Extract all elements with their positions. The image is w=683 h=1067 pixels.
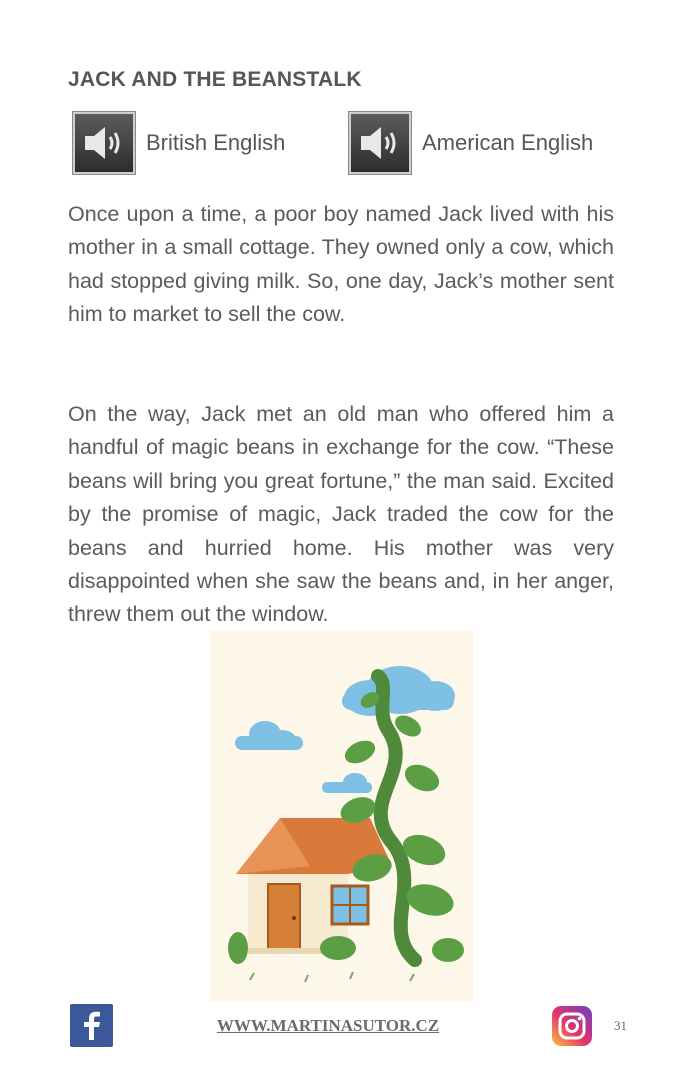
instagram-icon[interactable] [552, 1006, 592, 1046]
british-english-label[interactable]: British English [146, 130, 286, 155]
website-link[interactable]: WWW.MARTINASUTOR.CZ [216, 1016, 440, 1035]
british-english-audio-button[interactable] [72, 110, 285, 176]
story-paragraph-1: Once upon a time, a poor boy named Jack lived with his mother in a small cottage. They owned only a cow, which had stopped giving milk. So, one day, Jack’s mother sent him to market to sell the cow. [68, 202, 614, 327]
speaker-icon[interactable] [348, 111, 412, 175]
story-paragraph-2: On the way, Jack met an old man who offered him a handful of magic beans in exchange for the cow. “These beans will bring you great fortune,” the man said. Excited by the promise of magic, Jack traded the cow for the beans and hurried home. His mother was very disappointed when she saw the beans and, in her anger, threw them out the window. [68, 402, 614, 627]
page-number: 31 [614, 1018, 627, 1033]
beanstalk-house-illustration [210, 630, 473, 1002]
page-title: JACK AND THE BEANSTALK [68, 68, 362, 91]
american-english-label[interactable]: American English [422, 130, 594, 155]
american-english-audio-button[interactable] [348, 110, 593, 176]
speaker-icon[interactable] [72, 111, 136, 175]
